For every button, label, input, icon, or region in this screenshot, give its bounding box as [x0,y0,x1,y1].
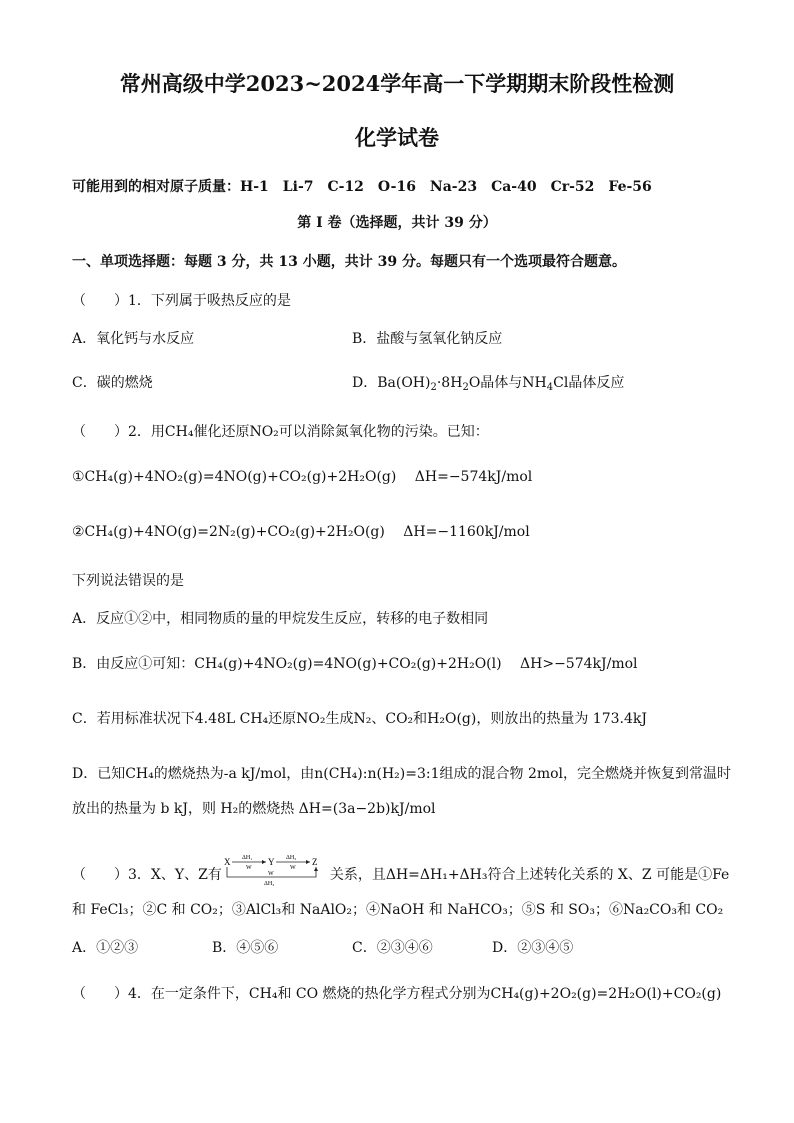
q3-option-b: B．④⑤⑥ [212,940,279,956]
q1-option-d [352,372,624,393]
diagram-y: Y [267,857,275,867]
q1-d-sub3: 4 [546,382,554,393]
diagram-w2: W [289,865,296,871]
q2-equation-1: ①CH₄(g)+4NO₂(g)=4NO(g)+CO₂(g)+2H₂O(g) ΔH=−574kJ/mol [72,469,533,485]
q1-d-sub1: 2 [430,382,437,393]
section-title: 一、单项选择题：每题 3 分，共 13 小题，共计 39 分。每题只有一个选项最符合题意。 [72,254,626,270]
diagram-w1: W [245,865,252,871]
q1-option-b: B．盐酸与氢氧化钠反应 [352,331,503,347]
q1-d-sub2: 2 [462,382,469,393]
q2-ask: 下列说法错误的是 [72,573,184,589]
q3-stem [72,853,729,887]
exam-subtitle: 化学试卷 [355,125,439,150]
q1-option-a: A．氧化钙与水反应 [72,331,195,347]
diagram-dh2: ΔH₂ [285,855,297,861]
diagram-dh3: ΔH₃ [263,881,275,887]
exam-title: 常州高级中学2023~2024学年高一下学期期末阶段性检测 [119,71,675,96]
q2-option-a: A．反应①②中，相同物质的量的甲烷发生反应，转移的电子数相同 [72,611,489,627]
q2-option-b: B．由反应①可知：CH₄(g)+4NO₂(g)=4NO(g)+CO₂(g)+2H₂O(l) ΔH>−574kJ/mol [72,656,638,672]
diagram-dh1: ΔH₁ [241,855,253,861]
q3-stem-post: 关系，且ΔH=ΔH₁+ΔH₃符合上述转化关系的 X、Z 可能是①Fe [329,867,730,883]
q3-line-2: 和 FeCl₃；②C 和 CO₂；③AlCl₃和 NaAlO₂；④NaOH 和 NaHCO₃；⑤S 和 SO₃；⑥Na₂CO₃和 CO₂ [72,902,724,918]
q3-stem-pre: （ ）3．X、Y、Z有 [72,867,222,883]
q3-option-c: C．②③④⑥ [352,940,433,956]
q4-stem: （ ）4．在一定条件下，CH₄和 CO 燃烧的热化学方程式分别为CH₄(g)+2O₂(g)=2H₂O(l)+CO₂(g) [72,986,722,1002]
q2-option-c: C．若用标准状况下4.48L CH₄还原NO₂生成N₂、CO₂和H₂O(g)，则放出的热量为 173.4kJ [72,711,647,727]
diagram-x: X [223,857,231,867]
q2-option-d-line2: 放出的热量为 b kJ，则 H₂的燃烧热 ΔH=(3a−2b)kJ/mol [72,801,436,817]
q1-d-prefix: D．Ba(OH) [352,375,431,391]
atomic-masses: 可能用到的相对原子质量：H-1 Li-7 C-12 O-16 Na-23 Ca-40 Cr-52 Fe-56 [72,179,652,195]
conversion-diagram [224,853,328,887]
diagram-z: Z [311,857,318,867]
q1-d-mid2: O晶体与NH [468,375,547,391]
q3-option-d: D．②③④⑤ [492,940,574,956]
q1-d-mid: ·8H [436,375,463,391]
q1-d-end: Cl晶体反应 [553,375,625,391]
part-title: 第 I 卷（选择题，共计 39 分） [297,215,497,231]
q1-option-c: C．碳的燃烧 [72,375,153,391]
q1-stem: （ ）1．下列属于吸热反应的是 [72,293,291,309]
q2-option-d-line1: D．已知CH₄的燃烧热为-a kJ/mol，由n(CH₄):n(H₂)=3:1组成的混合物 2mol，完全燃烧并恢复到常温时 [72,766,732,782]
q3-option-a: A．①②③ [72,940,139,956]
q2-stem: （ ）2．用CH₄催化还原NO₂可以消除氮氧化物的污染。已知： [72,424,489,440]
q2-equation-2: ②CH₄(g)+4NO(g)=2N₂(g)+CO₂(g)+2H₂O(g) ΔH=−1160kJ/mol [72,524,530,540]
diagram-w3: W [267,871,274,877]
